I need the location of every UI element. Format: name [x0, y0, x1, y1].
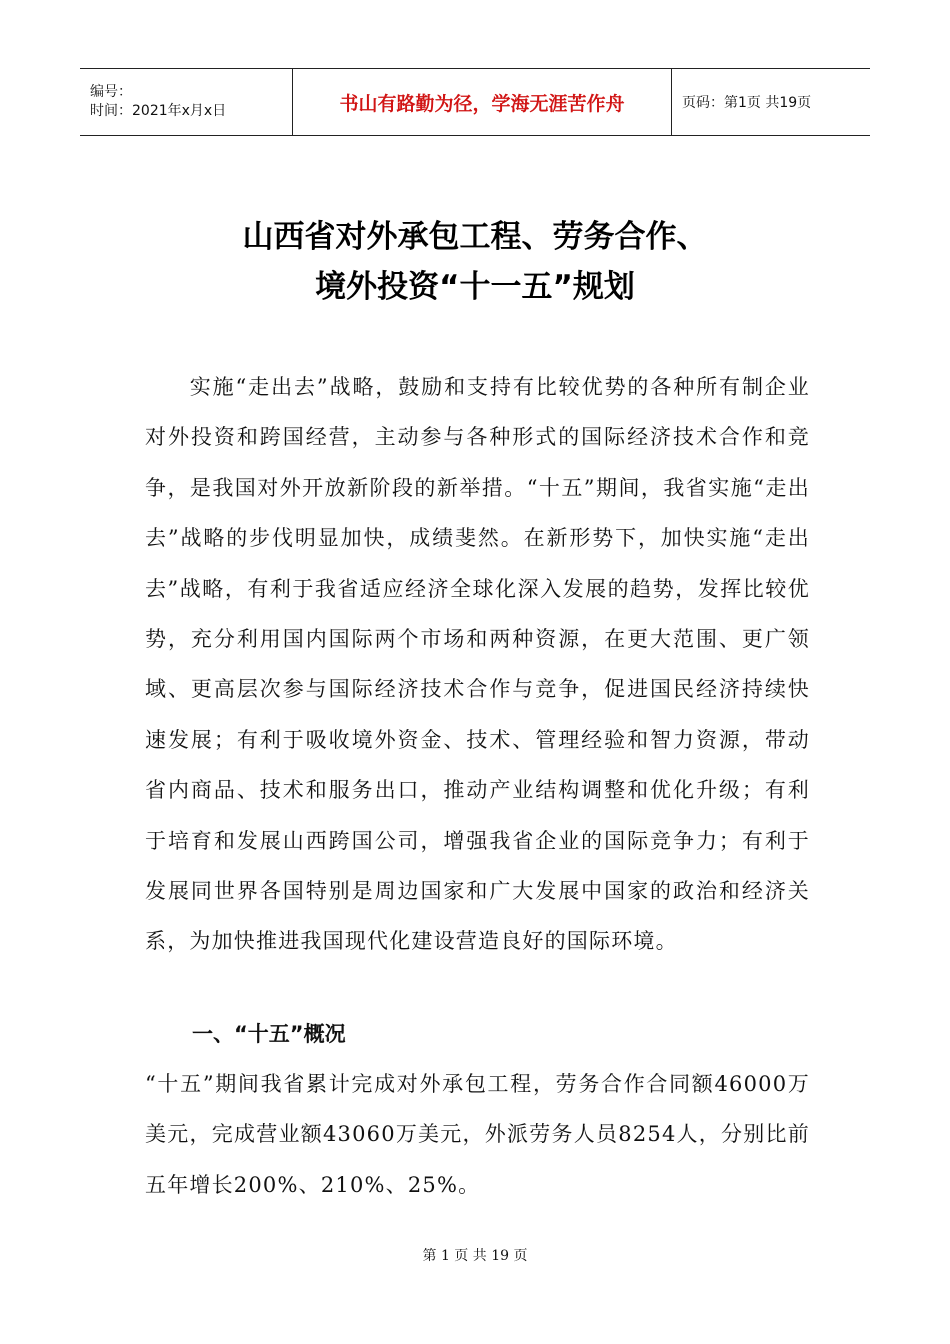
header-motto: 书山有路勤为径，学海无涯苦作舟: [293, 69, 672, 136]
body-paragraph-2-text: “十五”期间我省累计完成对外承包工程，劳务合作合同额46000万美元，完成营业额43060万美元，外派劳务人员8254人，分别比前五年增长200%、210%、25%。: [145, 1072, 810, 1197]
body-paragraph-1-text: 实施“走出去”战略，鼓励和支持有比较优势的各种所有制企业对外投资和跨国经营，主动参与各种形式的国际经济技术合作和竞争，是我国对外开放新阶段的新举措。“十五”期间，我省实施“走出去”战略的步伐明显加快，成绩斐然。在新形势下，加快实施“走出去”战略，有利于我省适应经济全球化深入发展的趋势，发挥比较优势，充分利用国内国际两个市场和两种资源，在更大范围、更广领域、更高层次参与国际经济技术合作与竞争，促进国民经济持续快速发展；有利于吸收境外资金、技术、管理经验和智力资源，带动省内商品、技术和服务出口，推动产业结构调整和优化升级；有利于培育和发展山西跨国公司，增强我省企业的国际竞争力；有利于发展同世界各国特别是周边国家和广大发展中国家的政治和经济关系，为加快推进我国现代化建设营造良好的国际环境。: [145, 375, 810, 954]
document-title-line1: 山西省对外承包工程、劳务合作、: [242, 219, 708, 255]
header-page-info: 页码：第1页 共19页: [672, 69, 871, 136]
document-number-label: 编号：: [90, 84, 132, 100]
document-time-label: 时间：2021年x月x日: [90, 103, 227, 119]
header-meta-cell: [80, 69, 293, 136]
section-heading-1: 一、“十五”概况: [192, 1022, 346, 1046]
document-title-line2: 境外投资“十一五”规划: [315, 269, 635, 305]
body-paragraph-2: [145, 1059, 810, 1210]
body-paragraph-1: [145, 362, 810, 967]
document-header: [80, 68, 870, 136]
footer-page-number: 第 1 页 共 19 页: [422, 1248, 528, 1264]
